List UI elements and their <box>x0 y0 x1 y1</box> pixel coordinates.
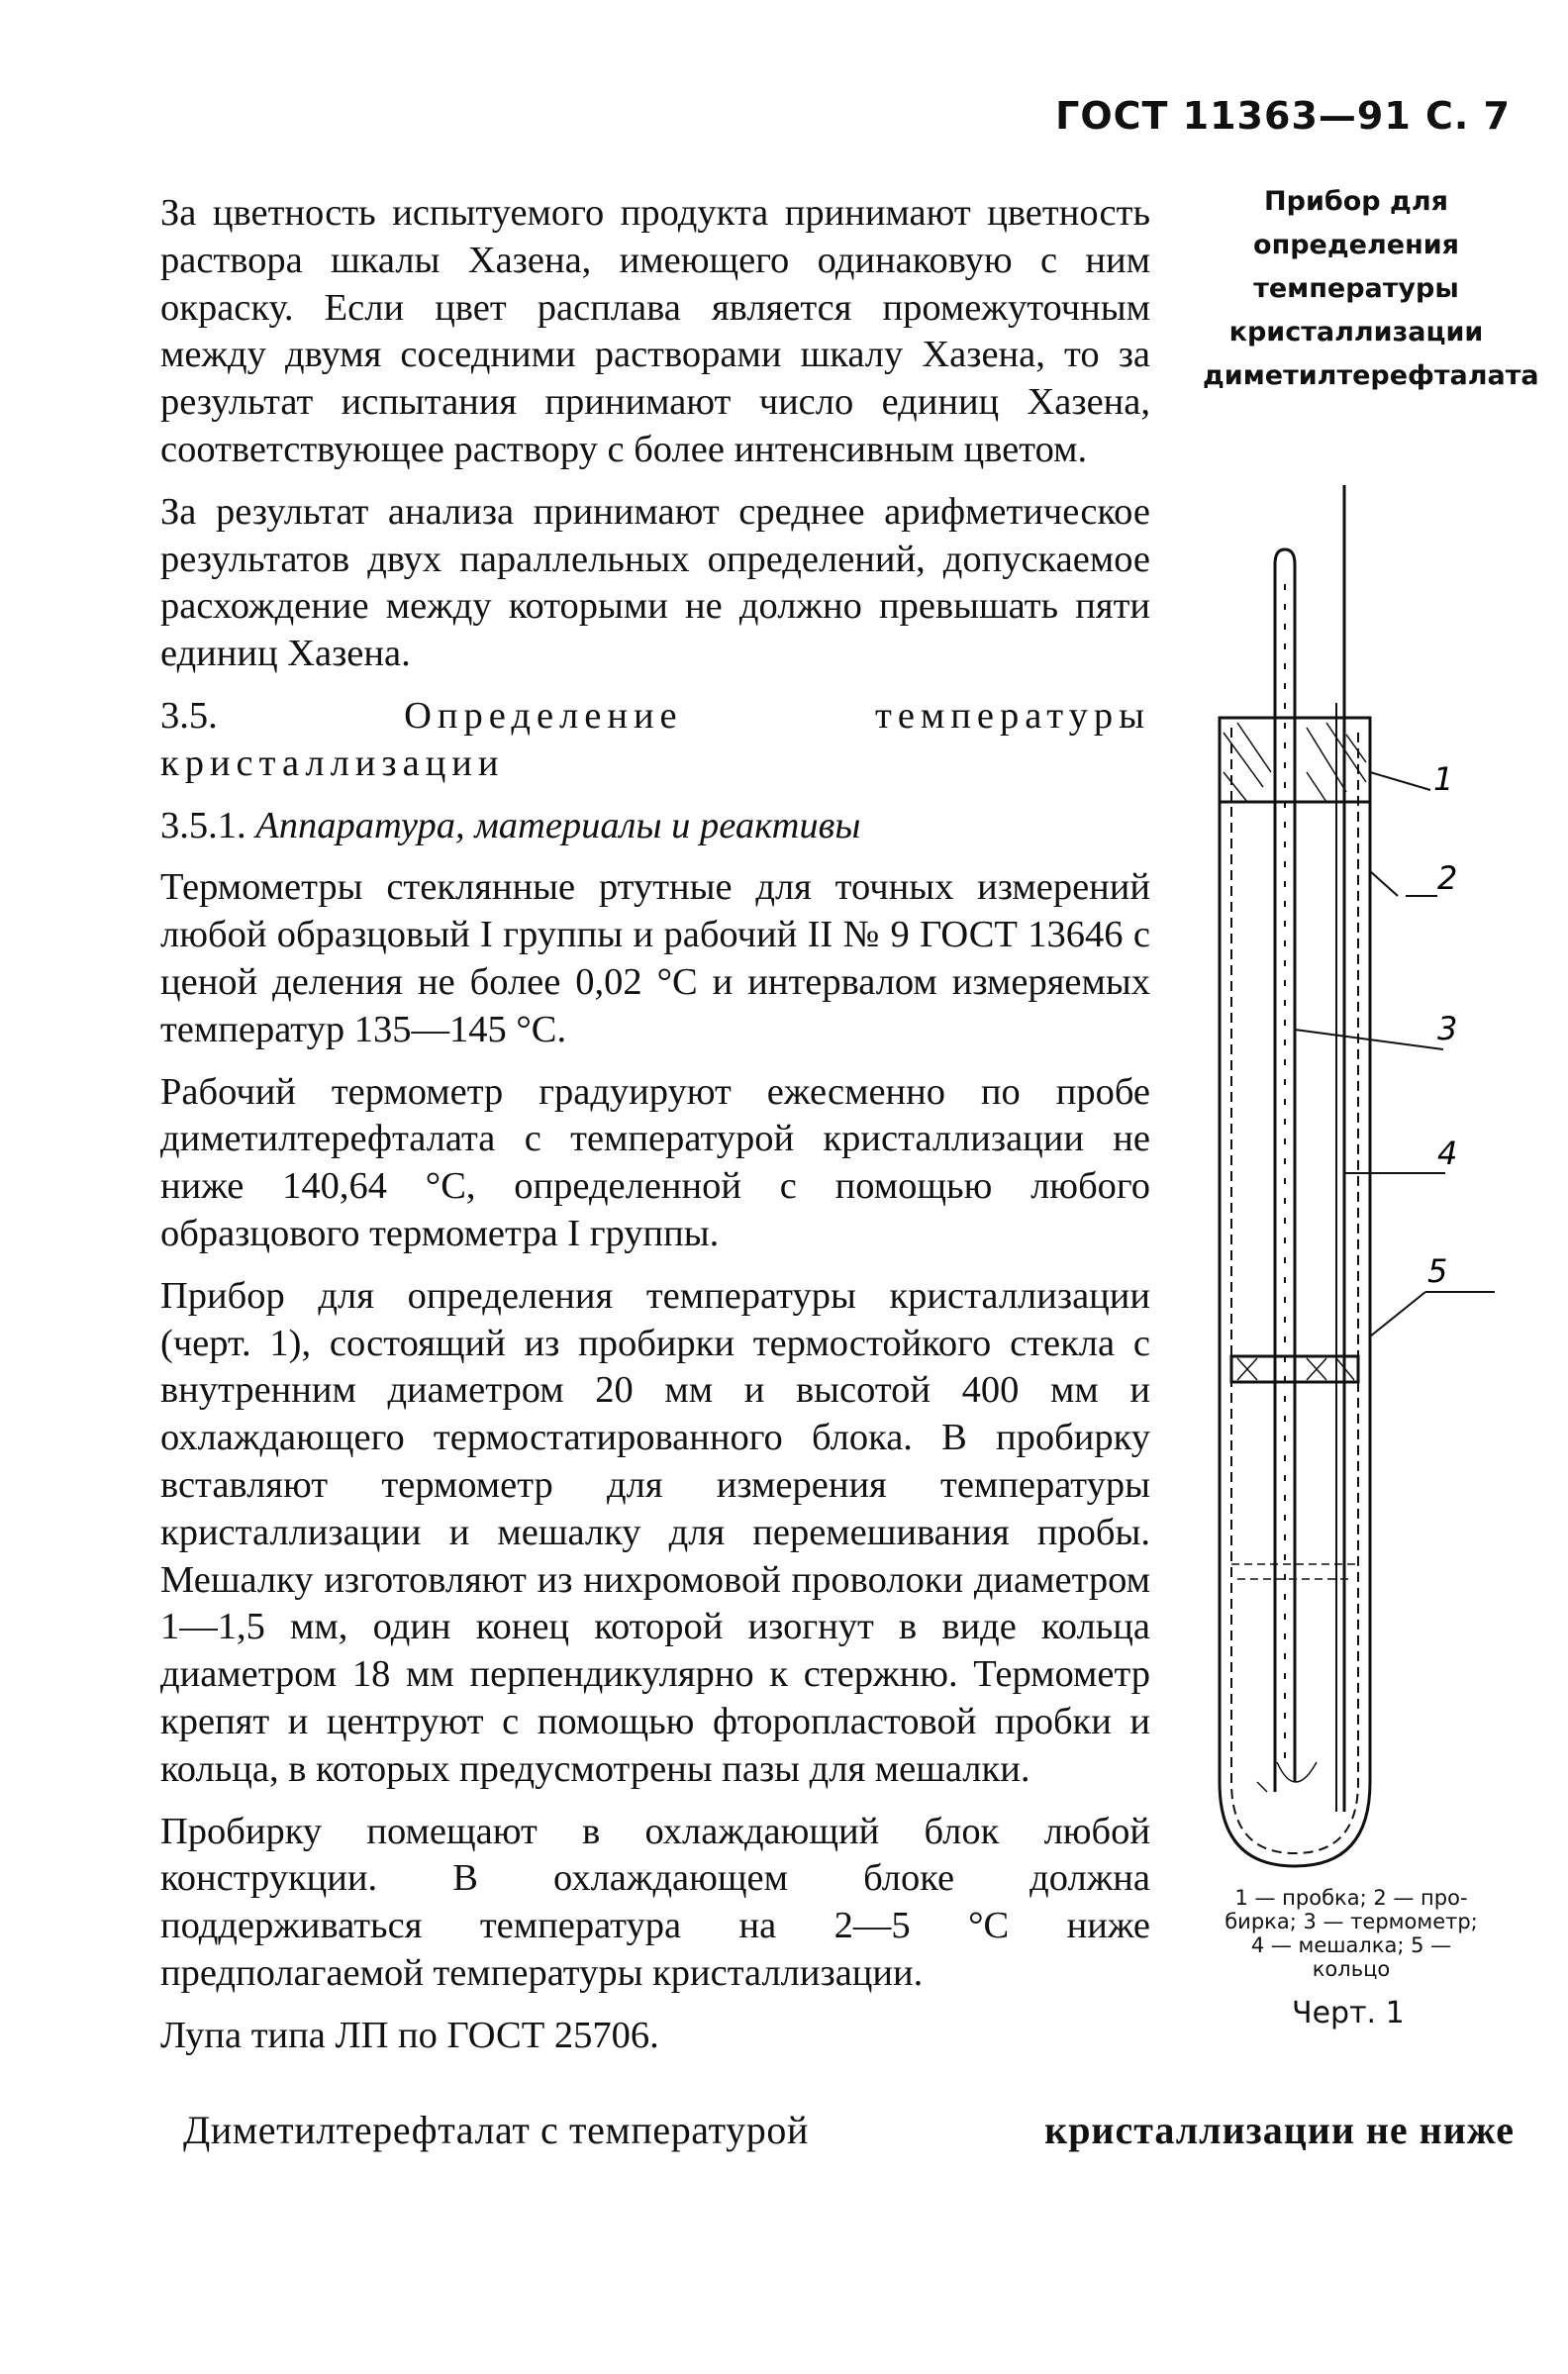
subsection-title: Аппаратура, материалы и реактивы <box>255 804 861 846</box>
paragraph-apparatus: Прибор для определения температуры кристаллизации (черт. 1), состоящий из пробирки термостойкого стекла с внутренним диаметром 20 мм и высотой 400 мм и охлаждающего термостатированного блока. В пробирку вставляют термометр для измерения температуры кристаллизации и мешалку для перемешивания пробы. Мешалку изготовляют из нихромовой проволоки диаметром 1—1,5 мм, один конец которой изогнут в виде кольца диаметром 18 мм перпендикулярно к стержню. Термометр крепят и центруют с помощью фторопластовой пробки и кольца, в которых предусмотрены пазы для мешалки. <box>160 1274 1150 1790</box>
dmt-line-end: кристаллизации не ниже <box>1044 2108 1515 2152</box>
subsection-number: 3.5.1. <box>160 804 246 846</box>
paragraph-color-result: За цветность испытуемого продукта принимают цветность раствора шкалы Хазена, имеющего одинаковую с ним окраску. Если цвет расплава является промежуточным между двумя соседними растворами шкалу Хазена, то за результат испытания принимают число единиц Хазена, соответствующее раствору с более интенсивным цветом. <box>160 192 1150 470</box>
figure-label: Черт. 1 <box>1292 1996 1405 2030</box>
callout-4: 4 <box>1437 1135 1458 1172</box>
paragraph-cooling-block: Пробирку помещают в охлаждающий блок любой конструкции. В охлаждающем блоке должна поддерживаться температура на 2—5 °С ниже предполагаемой температуры кристаллизации. <box>160 1810 1150 1994</box>
apparatus-drawing <box>1168 475 1524 1881</box>
figure-caption <box>1183 1886 1519 1981</box>
main-text <box>160 190 1150 2074</box>
callout-2: 2 <box>1437 859 1458 897</box>
section-heading <box>160 693 1150 788</box>
section-title: Определение температуры кристаллизации <box>160 694 1150 784</box>
callout-1: 1 <box>1433 760 1454 798</box>
paragraph-dmt-line <box>183 2107 1515 2153</box>
figure-title: Прибор для определения температуры кристаллизации диметилтерефталата <box>1203 186 1539 391</box>
section-number: 3.5. <box>160 694 218 737</box>
page-header: ГОСТ 11363—91 С. 7 <box>1055 94 1511 138</box>
caption-line: 1 — пробка; 2 — про- <box>1234 1886 1468 1910</box>
apparatus-figure <box>1168 475 1524 1886</box>
paragraph-analysis-result: За результат анализа принимают среднее арифметическое результатов двух параллельных определений, допускаемое расхождение между которыми не должно превышать пяти единиц Хазена. <box>160 490 1150 675</box>
callout-5: 5 <box>1427 1252 1448 1290</box>
caption-line: 4 — мешалка; 5 — <box>1250 1933 1452 1957</box>
paragraph-calibration: Рабочий термометр градуируют ежесменно по пробе диметилтерефталата с температурой кристаллизации не ниже 140,64 °С, определенной с помощью любого образцового термометра I группы. <box>160 1070 1150 1254</box>
caption-line: кольцо <box>1312 1957 1391 1981</box>
paragraph-thermometers: Термометры стеклянные ртутные для точных измерений любой образцовый I группы и рабочий II № 9 ГОСТ 13646 с ценой деления не более 0,02 °С и интервалом измеряемых температур 135—145 °С. <box>160 866 1150 1050</box>
caption-line: бирка; 3 — термометр; <box>1225 1910 1478 1933</box>
subsection-heading <box>160 803 1150 850</box>
callout-3: 3 <box>1437 1010 1458 1047</box>
paragraph-magnifier: Лупа типа ЛП по ГОСТ 25706. <box>160 2014 659 2056</box>
dmt-line-start: Диметилтерефталат с температурой <box>183 2108 809 2152</box>
